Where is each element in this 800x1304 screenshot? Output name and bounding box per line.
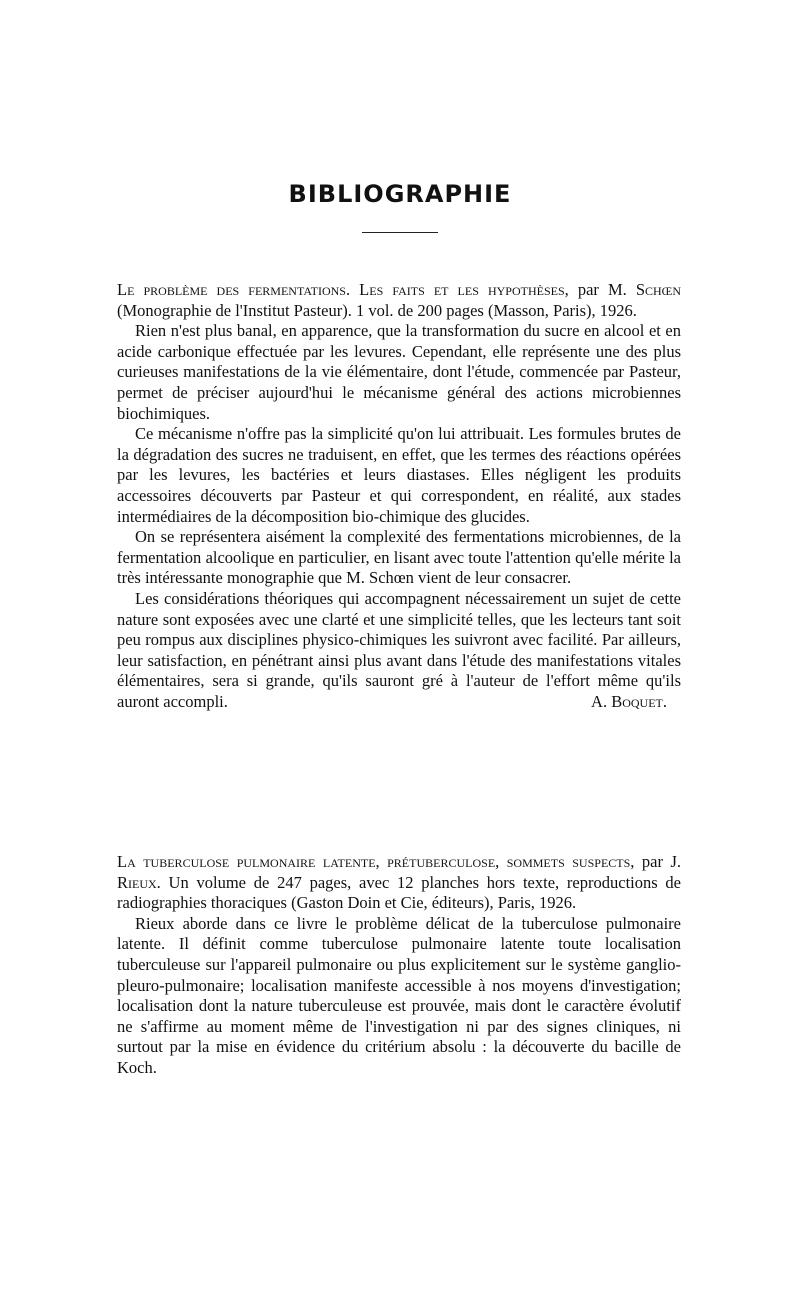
review-title: Le problème des fermentations. Les faits et les hypothèses,: [117, 280, 569, 299]
review-signature: A. Boquet.: [591, 691, 667, 711]
review-rieux: [117, 852, 681, 1079]
review-paragraph: Ce mécanisme n'offre pas la simplicité qu'on lui attribuait. Les formules brutes de la dégradation des sucres ne traduisent, en effet, que les termes des réactions opérées par les levures, les bactéries et leurs diastases. Elles négligent les produits accessoires découverts par Pasteur et qui correspondent, en réalité, aux stades intermédiaires de la décomposition bio-chimique des glucides.: [117, 424, 681, 526]
title-rule: [362, 232, 438, 233]
review-paragraph: Rieux aborde dans ce livre le problème délicat de la tuberculose pulmonaire latente. Il définit comme tuberculose pulmonaire latente toute localisation tuberculeuse sur l'appareil pulmonaire ou plus explicitement sur le système ganglio-pleuro-pulmonaire; localisation manifeste accessible à nos moyens d'investigation; localisation dont la nature tuberculeuse est prouvée, mais dont le caractère évolutif ne s'affirme au moment même de l'investigation ni par des signes cliniques, ni surtout par la mise en évidence du critérium absolu : la découverte du bacille de Koch.: [117, 913, 681, 1077]
review-paragraph: On se représentera aisément la complexité des fermentations microbiennes, de la fermentation alcoolique en particulier, en lisant avec toute l'attention qu'elle mérite la très intéressante monographie que M. Schœn vient de leur consacrer.: [117, 527, 681, 588]
review-heading: [117, 280, 681, 321]
review-title: La tuberculose pulmonaire latente, prétuberculose, sommets suspects,: [117, 852, 635, 871]
review-paragraph-text: Les considérations théoriques qui accompagnent nécessairement un sujet de cette nature sont exposées avec une clarté et une simplicité telles, que les lecteurs tant soit peu rompus aux disciplines physico-chimiques les suivront avec facilité. Par ailleurs, leur satisfaction, en pénétrant ainsi plus avant dans l'étude des manifestations vitales élémentaires, sera si grande, qu'ils sauront gré à l'auteur de l'effort même qu'ils auront accompli.: [117, 588, 681, 711]
review-author: Rieux: [117, 872, 157, 892]
review-author-prefix: par M.: [568, 280, 636, 299]
review-heading: [117, 852, 681, 914]
review-author-prefix: par J.: [634, 852, 681, 871]
review-paragraph: [117, 589, 681, 713]
review-schoen: [117, 280, 681, 712]
review-author: Schœn: [635, 280, 681, 299]
page-title: BIBLIOGRAPHIE: [288, 180, 512, 208]
review-publication-info: . Un volume de 247 pages, avec 12 planches hors texte, reproductions de radiographies thoraciques (Gaston Doin et Cie, éditeurs), Paris, 1926.: [117, 872, 681, 913]
review-publication-info: (Monographie de l'Institut Pasteur). 1 vol. de 200 pages (Masson, Paris), 1926.: [117, 300, 637, 320]
review-paragraph: Rien n'est plus banal, en apparence, que la transformation du sucre en alcool et en acide carbonique effectuée par les levures. Cependant, elle représente une des plus curieuses manifestations de la vie élémentaire, dont l'étude, commencée par Pasteur, permet de préciser aujourd'hui le mécanisme général des actions microbiennes biochimiques.: [117, 321, 681, 423]
